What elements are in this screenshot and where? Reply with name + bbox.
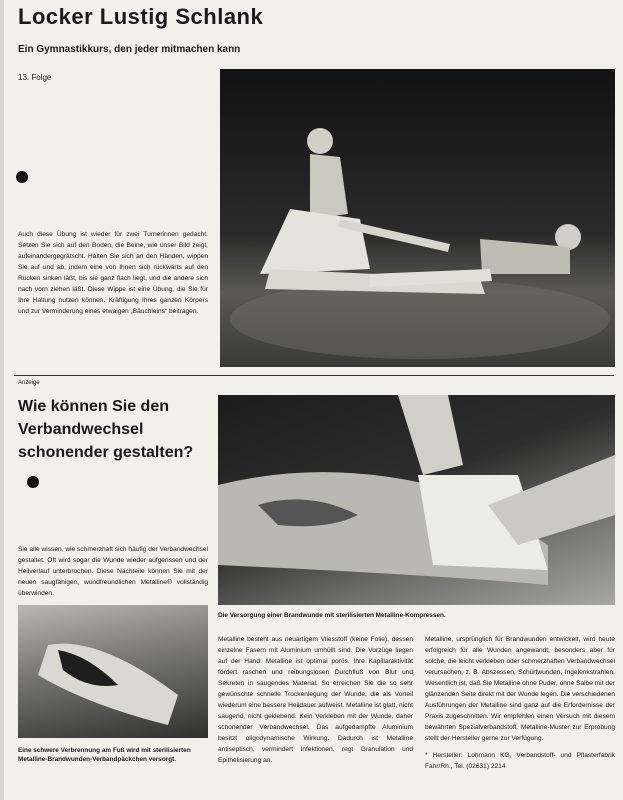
exercise-text: Auch diese Übung ist wieder für zwei Turnerinnen gedacht. Setzen Sie sich auf den Boden, die Beine, wie unser Bild zeigt, aufeinandergegrätscht. Halten Sie sich an den Händen, wippen Sie auf und ab, indem eine von Ihnen sich rückwärts auf den Rücken sinken läßt, bis sie ganz flach liegt, und die andere sich nach vorn ziehen läßt. Diese Wippe ist eine Übung, die Sie für Ihre Haltung nutzen können. Kräftigung Ihres ganzen Körpers und zur Verminderung eines etwaigen „Bäuchleins“ beitragen. bbox=[18, 231, 208, 315]
page-title: Locker Lustig Schlank bbox=[18, 4, 264, 29]
bullet-icon bbox=[27, 476, 39, 488]
page-edge bbox=[0, 0, 4, 800]
burn-photo bbox=[18, 605, 208, 738]
episode-label: 13. Folge bbox=[18, 73, 52, 82]
exercise-photo bbox=[220, 69, 615, 367]
bandage-photo bbox=[218, 395, 615, 605]
page-subtitle: Ein Gymnastikkurs, den jeder mitmachen kann bbox=[18, 44, 241, 55]
ad-caption-main: Die Versorgung einer Brandwunde mit sterilisierten Metalline-Kompressen. bbox=[218, 612, 446, 619]
ad-column-right bbox=[425, 634, 615, 772]
ad-footnote: * Hersteller: Lohmann KG, Verbandstoff- und Pflasterfabrik Fahr/Rh., Tel. (02631) 2214 bbox=[425, 752, 615, 770]
section-divider bbox=[14, 375, 614, 376]
ad-column-middle: Metalline besteht aus neuartigem Vliesstoff (keine Folie), dessen einzelne Fasern mit Aluminium umhüllt sind. Die Vorzüge liegen auf der Hand: Metalline ist optimal porös. Ihre Kapillaraktivität fördert raschen und reibungslosen Durchfluß von Blut und Sekreten in saugendes Material. So erreichen Sie die so sehr gewünschte schnelle Trockenlegung der Wunde, die als Vorteil wiederum eine bessere Heildauer aufweist. Metalline ist glatt, nicht saugend, nicht geklebend. Kein Verkleben mit der Wunde, daher schonender Verbandwechsel. Das aufgedampfte Aluminium besitzt oligodynamische Wirkung. Dadurch ist Metalline antiseptisch, vermindert Infektionen, regt Granulation und Epithelisierung an. bbox=[218, 636, 413, 764]
ad-column-right-text: Metalline, ursprünglich für Brandwunden entwickelt, wird heute erfolgreich für alle Wunden angewandt, besonders aber für solche, die leicht verkleben oder schmerzhaften Verbandwechsel verursachen, z. B. Abszessen, Schürfwunden, Ingelenkstrahlen. Wesentlich ist, daß Sie Metalline ohne Puder, ohne Salbe mit der glänzenden Seite direkt mit der Wunde legen. Die verschiedenen Ausführungen der Metalline sind ganz auf die Erfordernisse der Praxis zugeschnitten. Wir empfehlen einen Versuch mit diesem bewährten Spezialverbandstoff. Metalline-Muster zur Erprobung stellt der Hersteller gerne zur Verfügung. bbox=[425, 636, 615, 742]
ad-caption-left: Eine schwere Verbrennung am Fuß wird mit sterilisierten Metalline-Brandwunden-Verbandpäckchen versorgt. bbox=[18, 747, 191, 763]
ad-label: Anzeige bbox=[18, 380, 40, 386]
ad-headline: Wie können Sie den Verbandwechsel schonender gestalten? bbox=[18, 398, 194, 461]
bullet-icon bbox=[16, 171, 28, 183]
ad-intro: Sie alle wissen, wie schmerzhaft sich häufig der Verbandwechsel gestaltet. Oft wird sogar die Wunde wieder aufgerissen und der Heilverlauf unterbrochen. Diese Nachteile können Sie mit der neuen saugfähigen, wundfreundlichen Metalline® vollständig überwinden. bbox=[18, 546, 208, 597]
